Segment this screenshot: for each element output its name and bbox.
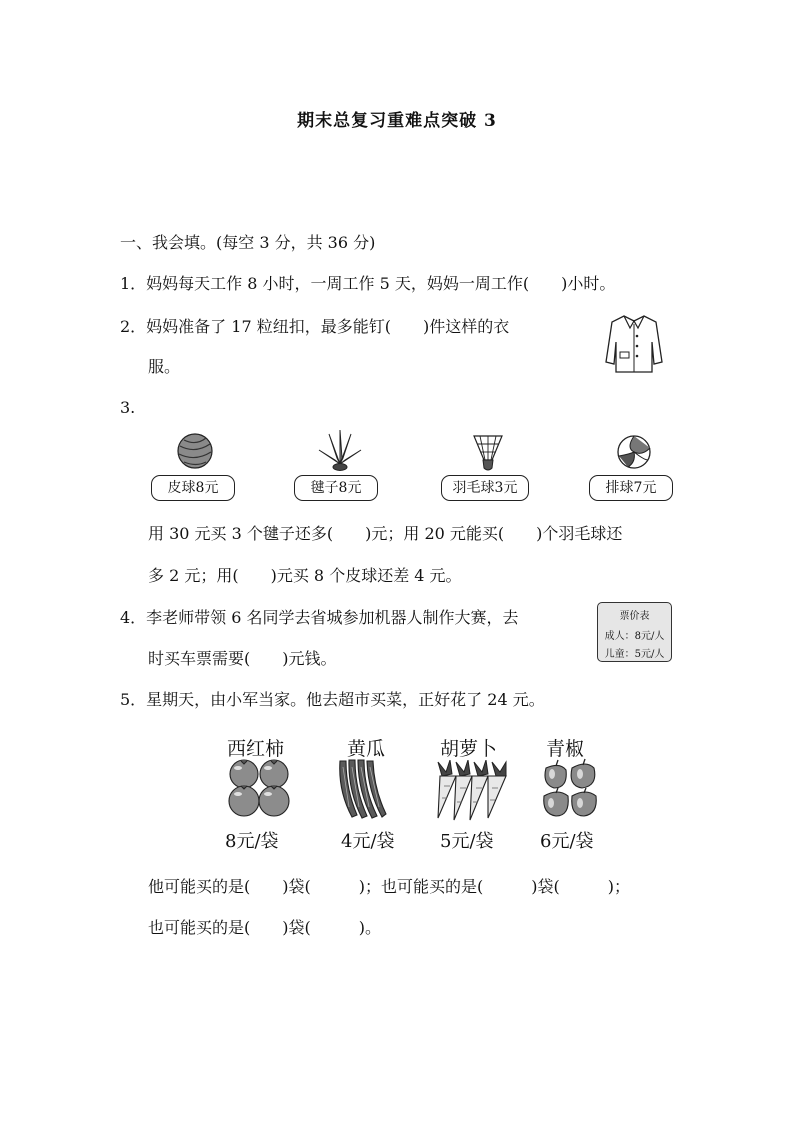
ticket-child-price: 儿童：5元/人: [604, 649, 665, 660]
volleyball-icon: [616, 434, 652, 470]
question-1: 1．妈妈每天工作 8 小时，一周工作 5 天，妈妈一周工作( )小时。: [120, 274, 616, 293]
price-tag-ball: 皮球8元: [151, 475, 235, 501]
tomato-icon: [226, 758, 294, 818]
veg-name-pepper: 青椒: [546, 738, 585, 760]
question-4-line1: 4．李老师带领 6 名同学去省城参加机器人制作大赛，去: [120, 608, 519, 627]
question-3-line2: 多 2 元；用( )元买 8 个皮球还差 4 元。: [148, 566, 462, 585]
shuttlecock-feather-icon: [315, 428, 365, 472]
price-tag-shuttlecock: 毽子8元: [294, 475, 378, 501]
veg-name-cucumber: 黄瓜: [347, 738, 386, 760]
question-5-line3: 也可能买的是( )袋( )。: [148, 918, 381, 937]
veg-price-pepper: 6元/袋: [540, 831, 594, 852]
question-3-number: 3.: [120, 398, 136, 417]
veg-name-tomato: 西红柿: [227, 738, 285, 760]
ball-icon: [176, 432, 214, 470]
price-tag-badminton: 羽毛球3元: [441, 475, 529, 501]
page-title: 期末总复习重难点突破 3: [297, 111, 497, 131]
veg-price-carrot: 5元/袋: [440, 831, 494, 852]
ticket-adult-price: 成人：8元/人: [604, 631, 665, 642]
question-3-line1: 用 30 元买 3 个毽子还多( )元；用 20 元能买( )个羽毛球还: [148, 524, 623, 543]
veg-price-tomato: 8元/袋: [225, 831, 279, 852]
question-5-line1: 5．星期天，由小军当家。他去超市买菜，正好花了 24 元。: [120, 690, 545, 709]
question-5-line2: 他可能买的是( )袋( )；也可能买的是( )袋( )；: [148, 877, 630, 896]
question-4-line2: 时买车票需要( )元钱。: [148, 649, 337, 668]
pepper-icon: [540, 758, 600, 820]
cucumber-icon: [336, 757, 388, 821]
question-2-line2: 服。: [148, 357, 181, 376]
price-tag-volleyball: 排球7元: [589, 475, 673, 501]
badminton-icon: [472, 432, 504, 472]
coat-icon: [604, 312, 664, 374]
ticket-title: 票价表: [619, 611, 650, 622]
ticket-price-table: [597, 602, 672, 662]
question-2-line1: 2．妈妈准备了 17 粒纽扣，最多能钉( )件这样的衣: [120, 317, 510, 336]
veg-name-carrot: 胡萝卜: [440, 738, 498, 760]
section-heading: 一、我会填。(每空 3 分，共 36 分): [120, 233, 376, 252]
veg-price-cucumber: 4元/袋: [341, 831, 395, 852]
carrot-icon: [430, 760, 516, 822]
